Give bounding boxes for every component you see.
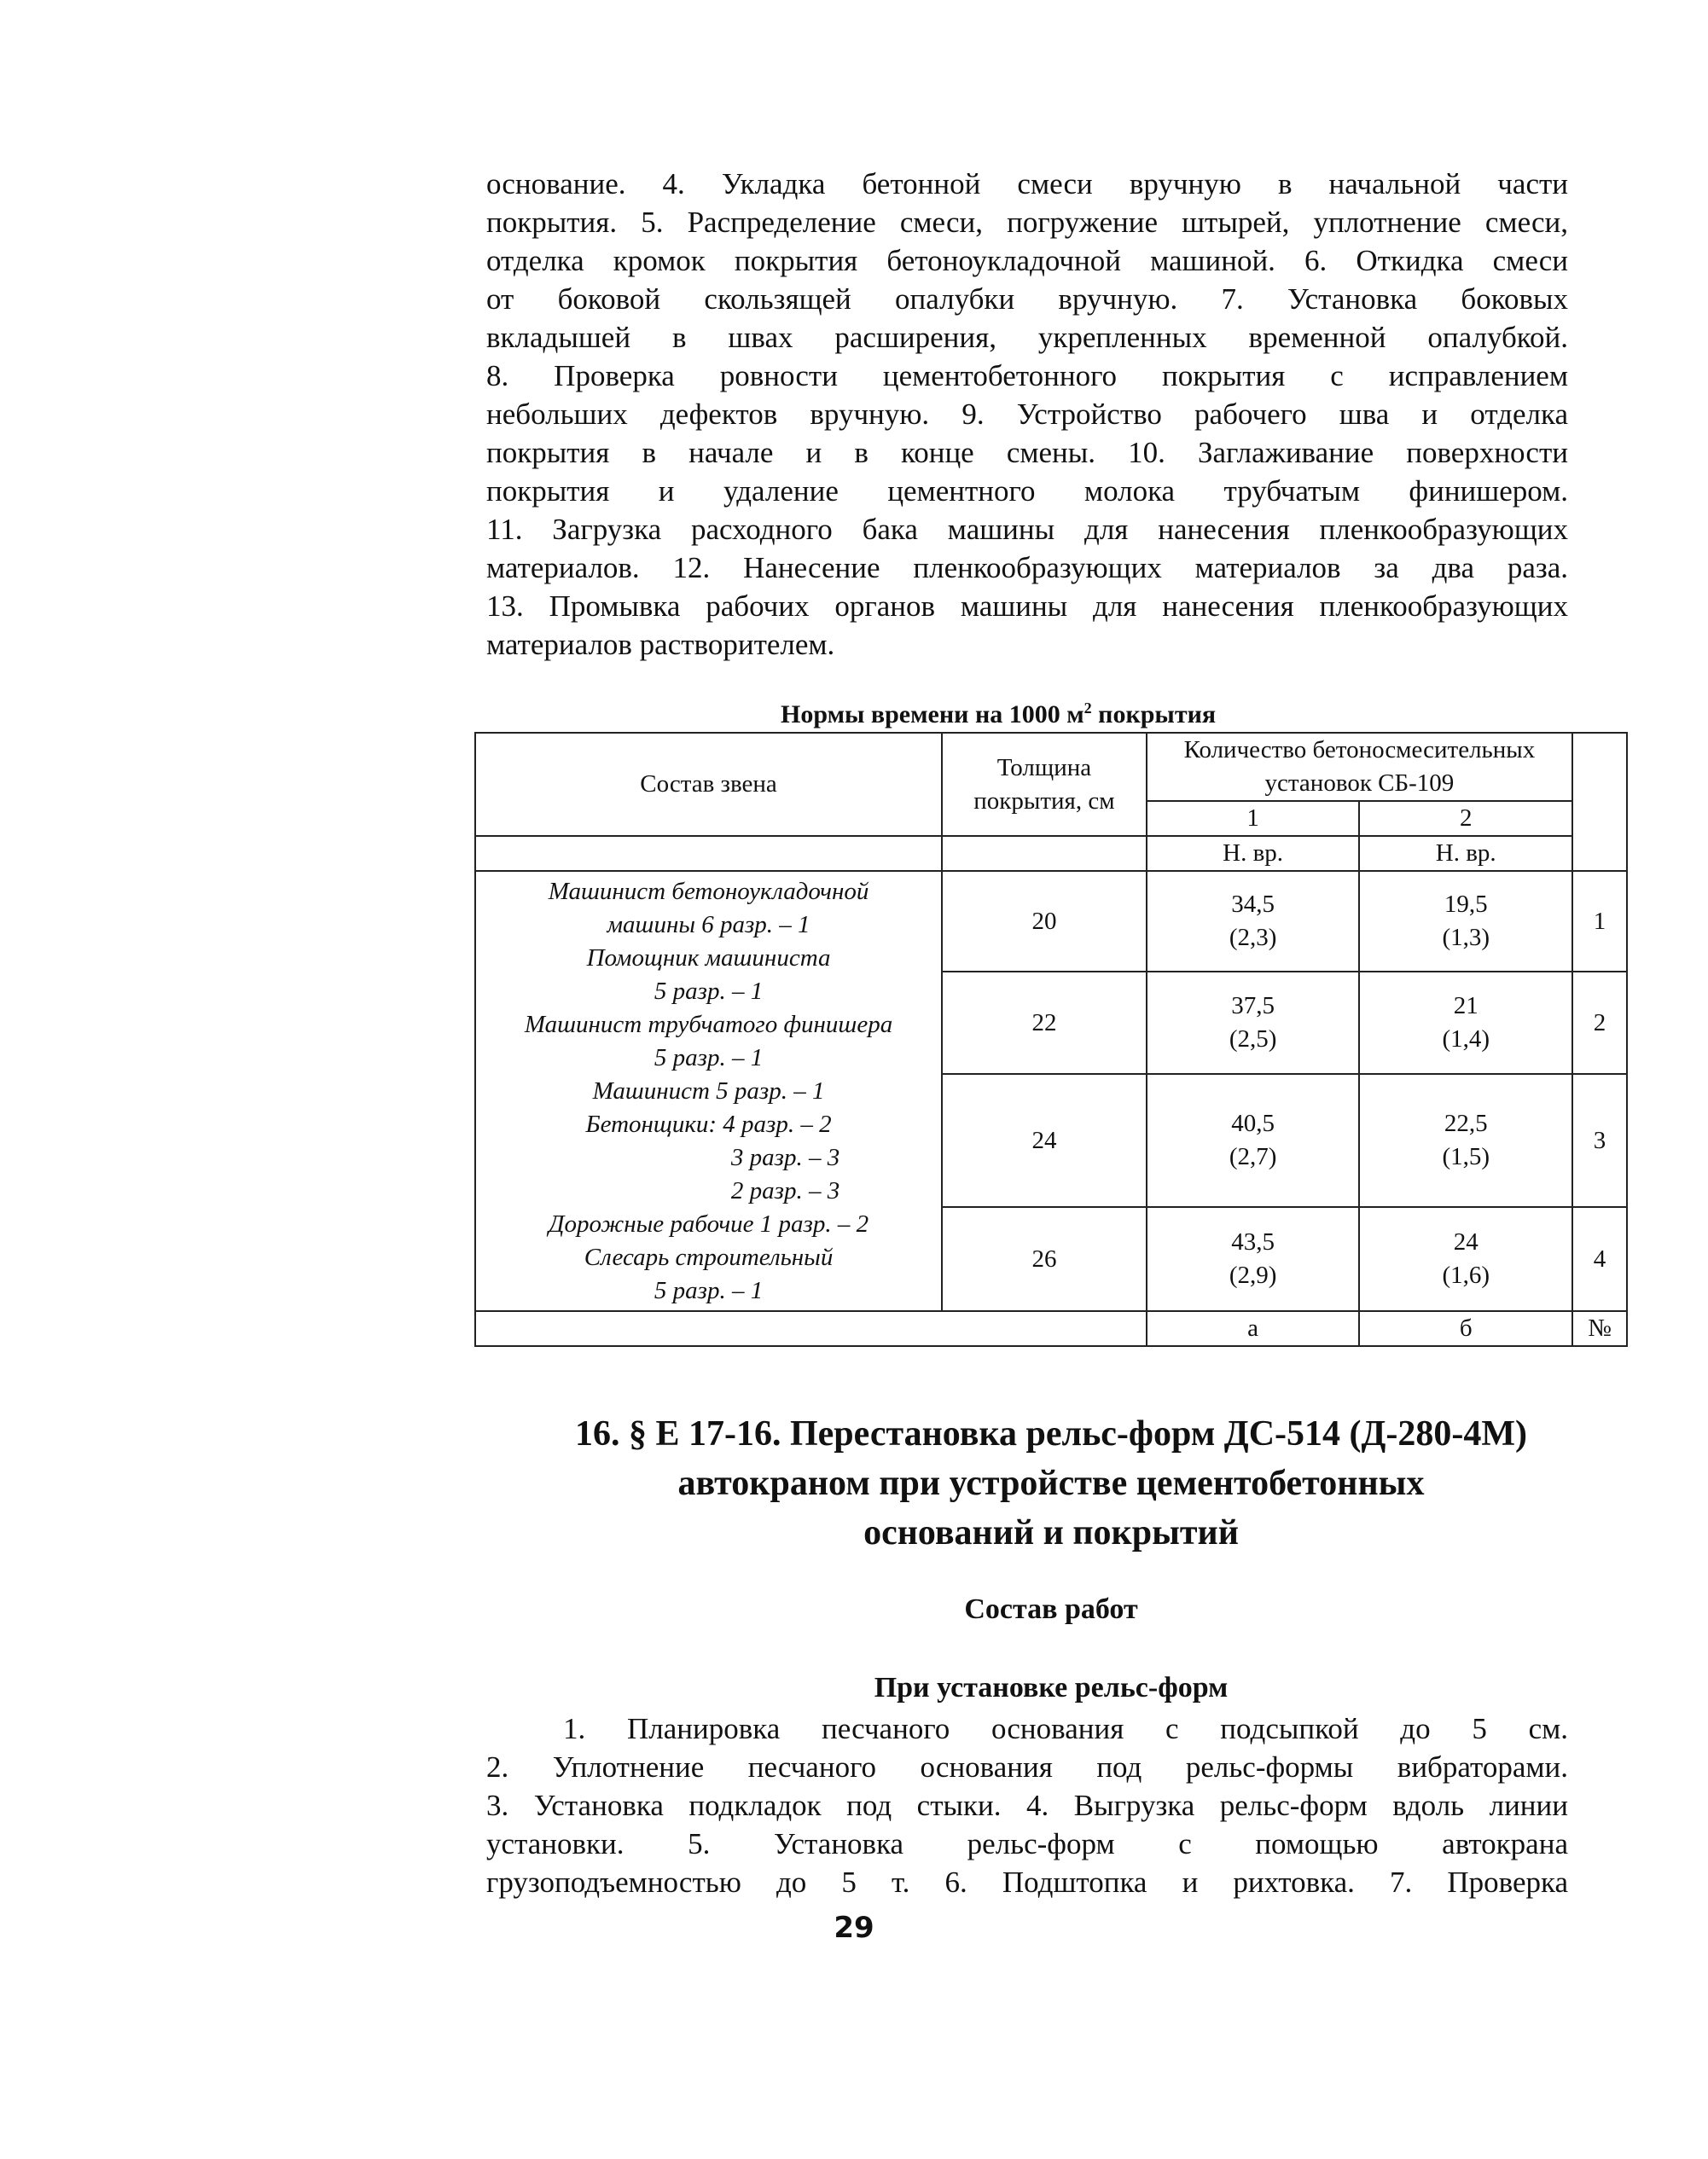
crew-line: 2 разр. – 3 <box>730 1176 840 1204</box>
text-line: 13. Промывка рабочих органов машины для нанесения пленкообразующих <box>486 589 1568 623</box>
text-line: основание. 4. Укладка бетонной смеси вручную в начальной части <box>486 167 1568 200</box>
work-composition-heading: Состав работ <box>964 1593 1138 1625</box>
text-line: 2. Уплотнение песчаного основания под рельс-формы вибраторами. <box>486 1750 1568 1784</box>
installation-paragraph <box>486 1709 1568 1901</box>
table-caption: Нормы времени на 1000 $м^2$ покрытия <box>781 699 1217 728</box>
thickness-cell: 22 <box>942 972 1147 1074</box>
header-count: Количество бетоносмесительных установок СБ-109 <box>1147 733 1572 801</box>
intro-paragraph <box>486 165 1568 664</box>
text-line: установки. 5. Установка рельс-форм с помощью автокрана <box>486 1827 1568 1860</box>
norm-cell-a: 40,5 (2,7) <box>1147 1074 1360 1207</box>
row-number: 3 <box>1572 1074 1627 1207</box>
footer-blank <box>475 1311 1147 1346</box>
text-line: покрытия в начале и в конце смены. 10. Заглаживание поверхности <box>486 436 1568 469</box>
norm-cell-b: 24 (1,6) <box>1359 1207 1572 1311</box>
text-line: 8. Проверка ровности цементобетонного покрытия с исправлением <box>486 359 1568 392</box>
header-composition: Состав звена <box>475 733 942 836</box>
header-thickness: Толщина покрытия, см <box>942 733 1147 836</box>
crew-line: Машинист трубчатого финишера <box>524 1010 893 1038</box>
header-nvr-2: Н. вр. <box>1359 836 1572 871</box>
footer-no: № <box>1572 1311 1627 1346</box>
norm-cell-b: 21 (1,4) <box>1359 972 1572 1074</box>
crew-line: 5 разр. – 1 <box>654 977 764 1005</box>
row-number: 4 <box>1572 1207 1627 1311</box>
footer-b: б <box>1359 1311 1572 1346</box>
thickness-cell: 24 <box>942 1074 1147 1207</box>
crew-line: 5 разр. – 1 <box>654 1276 764 1304</box>
text-line: отделка кромок покрытия бетоноукладочной машиной. 6. Откидка смеси <box>486 244 1568 277</box>
text-line: 3. Установка подкладок под стыки. 4. Выгрузка рельс-форм вдоль линии <box>486 1789 1568 1822</box>
header-col-1: 1 <box>1147 801 1360 836</box>
time-norms-table <box>474 732 1628 1347</box>
crew-line: Машинист бетоноукладочной <box>548 877 869 905</box>
text-line: небольших дефектов вручную. 9. Устройство рабочего шва и отделка <box>486 398 1568 431</box>
text-line: грузоподъемностью до 5 т. 6. Подштопка и рихтовка. 7. Проверка <box>486 1866 1568 1899</box>
crew-composition <box>475 871 942 1311</box>
crew-line: Слесарь строительный <box>584 1243 834 1271</box>
header-blank-left <box>475 836 942 871</box>
norm-cell-a: 37,5 (2,5) <box>1147 972 1360 1074</box>
crew-line: Бетонщики: 4 разр. – 2 <box>585 1110 832 1138</box>
header-nvr-1: Н. вр. <box>1147 836 1360 871</box>
crew-line: Машинист 5 разр. – 1 <box>592 1077 825 1105</box>
text-line: материалов растворителем. <box>486 628 835 661</box>
crew-line: 3 разр. – 3 <box>730 1143 840 1171</box>
text-line: покрытия. 5. Распределение смеси, погружение штырей, уплотнение смеси, <box>486 206 1568 239</box>
installation-heading: При установке рельс-форм <box>874 1672 1229 1703</box>
page-number: 29 <box>834 1911 874 1945</box>
header-blank-thickness <box>942 836 1147 871</box>
thickness-cell: 20 <box>942 871 1147 972</box>
norm-cell-b: 22,5 (1,5) <box>1359 1074 1572 1207</box>
crew-line: Дорожные рабочие 1 разр. – 2 <box>549 1210 869 1238</box>
text-line: 1. Планировка песчаного основания с подсыпкой до 5 см. <box>563 1712 1568 1745</box>
text-line: 11. Загрузка расходного бака машины для нанесения пленкообразующих <box>486 513 1568 546</box>
text-line: вкладышей в швах расширения, укрепленных временной опалубкой. <box>486 321 1568 354</box>
row-number: 1 <box>1572 871 1627 972</box>
row-number: 2 <box>1572 972 1627 1074</box>
norm-cell-a: 43,5 (2,9) <box>1147 1207 1360 1311</box>
text-line: от боковой скользящей опалубки вручную. 7. Установка боковых <box>486 282 1568 316</box>
text-line: материалов. 12. Нанесение пленкообразующих материалов за два раза. <box>486 551 1568 584</box>
text-line: покрытия и удаление цементного молока трубчатым финишером. <box>486 474 1568 508</box>
header-empty <box>1572 733 1627 871</box>
header-col-2: 2 <box>1359 801 1572 836</box>
norm-cell-a: 34,5 (2,3) <box>1147 871 1360 972</box>
crew-line: Помощник машиниста <box>586 943 831 972</box>
crew-line: машины 6 разр. – 1 <box>607 910 810 938</box>
section-title: 16. § Е 17-16. Перестановка рельс-форм ДС-514 (Д-280-4М) автокраном при устройстве цементобетонных оснований и покрытий <box>575 1414 1527 1553</box>
footer-a: а <box>1147 1311 1360 1346</box>
crew-line: 5 разр. – 1 <box>654 1043 764 1071</box>
norm-cell-b: 19,5 (1,3) <box>1359 871 1572 972</box>
thickness-cell: 26 <box>942 1207 1147 1311</box>
